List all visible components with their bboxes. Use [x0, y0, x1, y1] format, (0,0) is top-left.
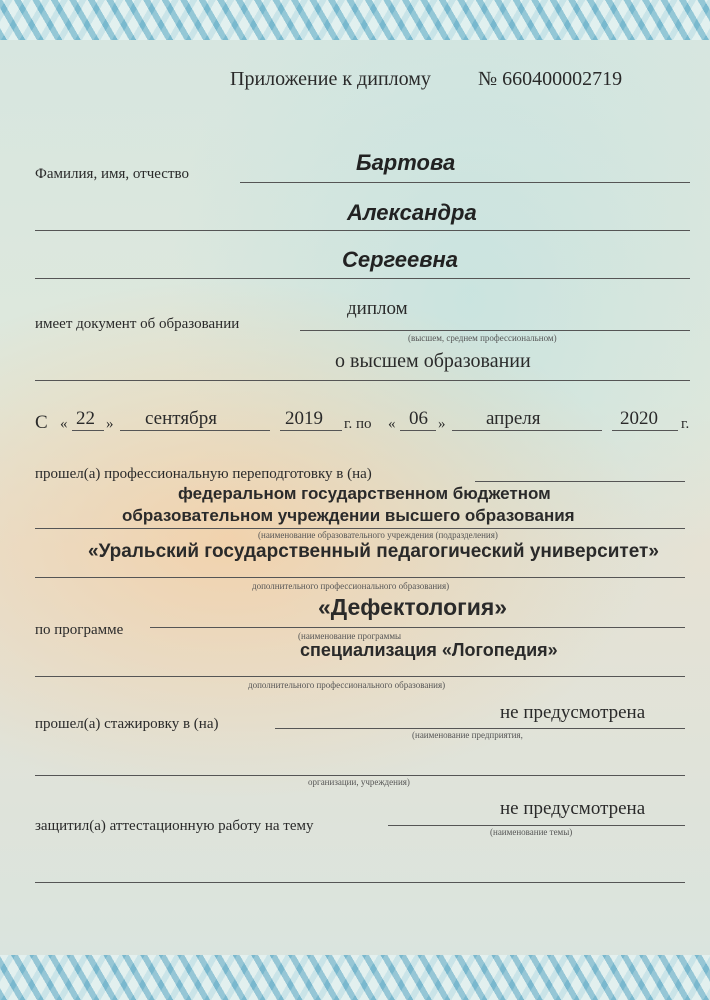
underline-divider: [475, 481, 685, 482]
underline-divider: [388, 825, 685, 826]
quote: »: [438, 416, 446, 432]
thesis-value: не предусмотрена: [500, 798, 646, 819]
internship-label: прошел(а) стажировку в (на): [35, 716, 219, 732]
document-title: Приложение к диплому: [230, 68, 431, 90]
underline-divider: [400, 430, 436, 431]
underline-divider: [35, 528, 685, 529]
underline-divider: [612, 430, 678, 431]
document-number: № 660400002719: [478, 68, 623, 90]
thesis-caption: (наименование темы): [490, 827, 573, 837]
period-to-text: г. по: [344, 416, 372, 432]
underline-divider: [275, 728, 685, 729]
org-caption-2: дополнительного профессионального образования): [252, 581, 450, 591]
quote: «: [60, 416, 68, 432]
start-day: 22: [76, 408, 95, 429]
thesis-label: защитил(а) аттестационную работу на тему: [35, 818, 314, 834]
underline-divider: [35, 676, 685, 677]
underline-divider: [280, 430, 342, 431]
quote: »: [106, 416, 114, 432]
patronymic: Сергеевна: [342, 247, 459, 272]
name-label: Фамилия, имя, отчество: [35, 166, 189, 182]
quote: «: [388, 416, 396, 432]
education-caption: (высшем, среднем профессиональном): [408, 333, 557, 343]
end-month: апреля: [486, 408, 541, 429]
underline-divider: [150, 627, 685, 628]
end-year: 2020: [620, 408, 658, 429]
underline-divider: [35, 278, 690, 279]
education-level: о высшем образовании: [335, 350, 531, 372]
org-line-3: «Уральский государственный педагогический университет»: [88, 541, 659, 562]
underline-divider: [240, 182, 690, 183]
decorative-border-bottom: [0, 955, 710, 1000]
internship-value: не предусмотрена: [500, 702, 646, 723]
education-label: имеет документ об образовании: [35, 316, 240, 332]
org-line-1: федеральном государственном бюджетном: [178, 484, 551, 503]
org-line-2: образовательном учреждении высшего образования: [122, 506, 575, 525]
year-suffix: г.: [681, 416, 690, 432]
underline-divider: [35, 882, 685, 883]
program-caption-2: дополнительного профессионального образования): [248, 680, 446, 690]
start-year: 2019: [285, 408, 323, 429]
program-name: «Дефектология»: [318, 594, 508, 620]
underline-divider: [35, 380, 690, 381]
underline-divider: [35, 230, 690, 231]
retraining-label: прошел(а) профессиональную переподготовку в (на): [35, 466, 372, 482]
internship-caption: (наименование предприятия,: [412, 730, 523, 740]
underline-divider: [120, 430, 270, 431]
start-month: сентября: [145, 408, 217, 429]
underline-divider: [35, 577, 685, 578]
internship-caption-2: организации, учреждения): [308, 777, 410, 787]
surname: Бартова: [356, 150, 456, 175]
first-name: Александра: [347, 200, 477, 225]
program-label: по программе: [35, 622, 124, 638]
decorative-border-top: [0, 0, 710, 40]
program-caption: (наименование программы: [298, 631, 402, 641]
specialization: специализация «Логопедия»: [300, 640, 558, 660]
underline-divider: [300, 330, 690, 331]
underline-divider: [35, 775, 685, 776]
underline-divider: [72, 430, 104, 431]
end-day: 06: [409, 408, 428, 429]
period-from-prefix: С: [35, 412, 48, 433]
education-document: диплом: [347, 298, 408, 319]
underline-divider: [452, 430, 602, 431]
org-caption: (наименование образовательного учреждения (подразделения): [258, 530, 498, 540]
